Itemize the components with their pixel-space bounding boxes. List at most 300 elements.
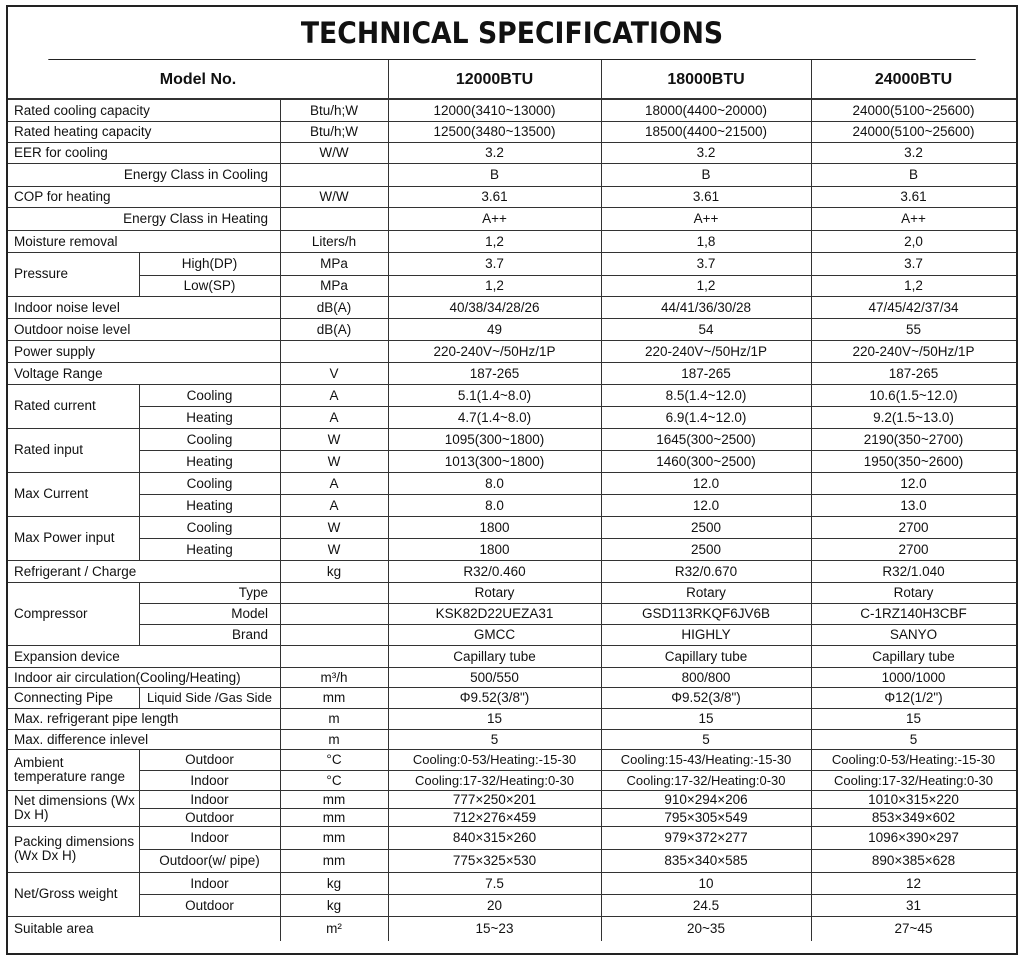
table-rule [139,849,140,872]
row-unit: A [329,475,339,491]
table-rule [280,687,281,708]
value-cell-model-2: HIGHLY [681,627,731,642]
table-rule [811,826,812,849]
row-label: Energy Class in Heating [123,211,268,226]
value-cell-model-2: 910×294×206 [664,791,748,807]
table-rule [139,252,140,275]
value-cell-model-3: Cooling:17-32/Heating:0-30 [834,772,993,788]
table-rule [601,428,602,450]
row-label: Power supply [14,343,96,359]
row-group-label: Rated current [14,398,96,413]
value-cell-model-1: Cooling:17-32/Heating:0-30 [415,772,574,788]
row-unit: Liters/h [311,233,357,249]
row-group-label: Pressure [14,266,69,281]
row-sub-label: Outdoor [185,897,234,913]
row-sub-label: Outdoor [185,752,234,767]
value-cell-model-3: Cooling:0-53/Heating:-15-30 [831,752,996,767]
table-rule [601,472,602,494]
table-rule [811,645,812,667]
table-rule [388,582,389,603]
table-rule [811,163,812,186]
table-rule [388,252,389,275]
column-header-model: Model No. [159,70,237,88]
value-cell-model-3: 1096×390×297 [868,830,959,845]
table-rule [811,428,812,450]
table-rule [811,99,812,121]
value-cell-model-1: 15 [486,711,503,726]
value-cell-model-3: 1950(350~2600) [863,453,964,469]
table-rule [811,538,812,560]
row-sub-label: Outdoor(w/ pipe) [159,853,260,868]
table-rule [139,790,140,808]
table-rule [280,849,281,872]
row-unit: dB(A) [316,299,352,315]
table-rule [811,362,812,384]
table-rule [811,894,812,916]
table-rule [280,142,281,163]
value-cell-model-2: Capillary tube [664,648,748,664]
table-rule [811,872,812,894]
table-rule [280,708,281,729]
table-rule [811,808,812,826]
table-rule [811,207,812,230]
table-rule [601,252,602,275]
table-rule [601,99,602,121]
value-cell-model-1: 15~23 [475,921,514,936]
table-rule [280,121,281,142]
value-cell-model-1: 3.2 [485,145,504,160]
table-rule [601,645,602,667]
table-rule [388,826,389,849]
table-rule [811,318,812,340]
value-cell-model-2: 795×305×549 [664,809,748,825]
row-unit: W [327,541,341,557]
row-label: Expansion device [14,648,120,664]
table-rule [811,384,812,406]
value-cell-model-2: 20~35 [687,921,725,936]
value-cell-model-2: Φ9.52(3/8") [671,690,741,705]
table-rule [280,494,281,516]
table-rule [388,687,389,708]
value-cell-model-2: B [701,167,711,182]
table-rule [388,340,389,362]
value-cell-model-1: 1,2 [485,233,504,249]
value-cell-model-1: Cooling:0-53/Heating:-15-30 [412,752,577,767]
table-rule [280,362,281,384]
table-rule [280,296,281,318]
value-cell-model-1: 777×250×201 [452,791,537,807]
table-rule [811,624,812,645]
row-unit: m [328,711,340,726]
value-cell-model-1: 1800 [479,519,510,535]
table-rule [139,450,140,472]
table-rule [388,624,389,645]
table-rule [388,163,389,186]
table-rule [601,624,602,645]
row-unit: mm [322,830,346,845]
page-title: TECHNICAL SPECIFICATIONS [48,7,975,60]
column-header-model-1: 12000BTU [455,70,534,88]
table-rule [388,406,389,428]
table-rule [280,186,281,207]
row-unit [280,163,388,186]
row-unit: A [329,409,339,425]
value-cell-model-2: 15 [698,711,714,726]
table-rule [811,708,812,729]
table-rule [388,275,389,296]
table-rule [601,808,602,826]
value-cell-model-1: B [489,167,499,182]
row-group-label: Net dimensions (Wx Dx H) [14,793,135,822]
table-rule [811,494,812,516]
row-unit: V [329,365,339,381]
table-rule [601,687,602,708]
value-cell-model-2: 3.61 [692,189,720,204]
table-rule [388,121,389,142]
row-sub-label: Cooling [186,475,233,491]
table-rule [280,450,281,472]
row-sub-label: Heating [186,453,233,469]
table-rule [139,872,140,894]
table-rule [601,849,602,872]
row-unit: MPa [320,278,348,293]
value-cell-model-3: 220-240V~/50Hz/1P [852,343,975,359]
table-rule [139,406,140,428]
row-unit: W [327,519,341,535]
table-rule [601,163,602,186]
row-unit: mm [322,853,346,868]
row-unit [280,340,388,362]
table-rule [280,384,281,406]
spec-sheet [6,5,1018,955]
table-rule [388,142,389,163]
row-unit: W/W [319,145,349,160]
table-rule [139,384,140,406]
table-rule [388,916,389,941]
table-rule [388,494,389,516]
value-cell-model-1: Φ9.52(3/8") [459,690,530,705]
table-rule [601,729,602,749]
table-rule [811,749,812,770]
row-label: Suitable area [14,921,94,936]
table-rule [139,538,140,560]
value-cell-model-1: R32/0.460 [463,563,526,579]
row-sub-label: Model [231,606,268,621]
value-cell-model-1: 1095(300~1800) [444,431,545,447]
table-rule [388,450,389,472]
table-rule [601,318,602,340]
table-rule [811,60,812,98]
table-rule [280,428,281,450]
table-rule [601,121,602,142]
value-cell-model-1: 5 [490,731,499,747]
value-cell-model-1: 1013(300~1800) [444,453,545,469]
table-rule [601,790,602,808]
value-cell-model-3: 10.6(1.5~12.0) [869,387,958,403]
table-rule [601,560,602,582]
table-rule [280,230,281,252]
value-cell-model-2: 220-240V~/50Hz/1P [645,343,767,359]
table-rule [388,428,389,450]
value-cell-model-2: 12.0 [692,497,720,513]
table-rule [388,770,389,790]
table-rule [139,687,140,708]
table-rule [388,849,389,872]
table-rule [811,729,812,749]
row-sub-label: Type [238,585,268,600]
row-sub-label: Cooling [186,519,233,535]
value-cell-model-3: 5 [909,731,918,747]
value-cell-model-2: 24.5 [692,897,720,913]
value-cell-model-3: 24000(5100~25600) [852,102,975,118]
table-rule [811,230,812,252]
table-rule [601,406,602,428]
table-rule [388,99,389,121]
row-label: Voltage Range [14,365,103,381]
table-rule [601,708,602,729]
row-unit: W [327,453,341,469]
value-cell-model-1: 12500(3480~13500) [433,124,556,139]
row-label: Rated heating capacity [14,124,152,139]
row-unit: W/W [319,189,349,204]
table-rule [811,516,812,538]
table-rule [388,186,389,207]
value-cell-model-2: Cooling:15-43/Heating:-15-30 [620,752,792,767]
row-unit: °C [326,772,342,788]
value-cell-model-1: 4.7(1.4~8.0) [457,409,532,425]
table-rule [388,708,389,729]
value-cell-model-3: Rotary [893,585,934,600]
table-rule [601,296,602,318]
value-cell-model-3: 15 [905,711,922,726]
table-rule [811,687,812,708]
row-unit: kg [326,897,342,913]
table-rule [280,318,281,340]
value-cell-model-2: 187-265 [681,365,731,381]
value-cell-model-2: 44/41/36/30/28 [660,299,752,315]
row-group-label: Compressor [14,605,88,621]
row-label: EER for cooling [14,145,108,160]
value-cell-model-2: 1,2 [696,278,716,293]
row-unit: mm [322,791,346,807]
value-cell-model-3: 12.0 [900,475,927,491]
table-rule [280,163,281,186]
row-sub-label: Cooling [186,387,233,403]
value-cell-model-2: 8.5(1.4~12.0) [665,387,747,403]
row-label: Outdoor noise level [14,321,131,337]
table-rule [139,894,140,916]
row-sub-label: Indoor [190,875,229,891]
value-cell-model-2: 3.7 [696,256,716,271]
value-cell-model-3: A++ [901,211,926,226]
table-rule [601,230,602,252]
table-rule [388,472,389,494]
table-rule [601,516,602,538]
row-label: Moisture removal [14,233,118,249]
value-cell-model-3: 1010×315×220 [868,791,959,807]
value-cell-model-2: 835×340×585 [664,853,748,868]
table-rule [811,450,812,472]
table-rule [811,121,812,142]
table-rule [280,770,281,790]
table-rule [601,362,602,384]
row-unit [280,624,388,645]
row-unit: mm [322,690,346,705]
table-rule [388,362,389,384]
row-label: Max. refrigerant pipe length [14,711,179,726]
table-rule [388,645,389,667]
table-rule [811,582,812,603]
table-rule [388,296,389,318]
table-rule [139,603,140,624]
row-group-label: Ambient temperature range [14,754,126,784]
value-cell-model-3: 13.0 [900,497,927,513]
value-cell-model-3: 2700 [898,519,929,535]
row-unit [280,207,388,230]
value-cell-model-2: 800/800 [681,669,731,685]
table-rule [280,872,281,894]
table-rule [601,916,602,941]
table-rule [388,872,389,894]
value-cell-model-1: GMCC [473,627,516,642]
value-cell-model-2: 18000(4400~20000) [645,102,767,118]
row-sub-label: Brand [231,627,268,642]
table-rule [280,894,281,916]
row-sub-label: Cooling [186,431,233,447]
row-label: Rated cooling capacity [14,102,150,118]
table-rule [139,624,140,645]
value-cell-model-1: 3.7 [485,256,504,271]
table-rule [601,603,602,624]
table-rule [280,406,281,428]
column-header-model-2: 18000BTU [667,70,745,88]
table-rule [388,603,389,624]
row-sub-label: Heating [186,497,233,513]
row-group-label: Max Current [14,486,89,501]
value-cell-model-1: 20 [486,897,503,913]
value-cell-model-3: 3.61 [900,189,927,204]
row-sub-label: Heating [186,541,233,557]
value-cell-model-3: Capillary tube [872,648,955,664]
table-rule [388,790,389,808]
table-rule [280,516,281,538]
value-cell-model-3: 24000(5100~25600) [852,124,975,139]
row-sub-label: Heating [186,409,233,425]
value-cell-model-2: 1,8 [696,233,716,249]
value-cell-model-2: 3.2 [696,145,716,160]
value-cell-model-3: 1000/1000 [881,669,946,685]
row-unit [280,582,388,603]
row-unit: MPa [320,256,348,271]
table-rule [601,340,602,362]
table-rule [280,749,281,770]
row-label: Indoor air circulation(Cooling/Heating) [14,669,241,685]
row-label: Refrigerant / Charge [14,563,137,579]
table-rule [601,582,602,603]
table-rule [811,603,812,624]
table-rule [601,872,602,894]
table-rule [601,384,602,406]
table-rule [280,207,281,230]
table-rule [388,207,389,230]
value-cell-model-3: R32/1.040 [882,563,945,579]
value-cell-model-1: 840×315×260 [452,830,537,845]
value-cell-model-1: A++ [482,211,507,226]
table-rule [139,770,140,790]
row-unit: °C [326,752,342,767]
value-cell-model-3: 12 [905,875,922,891]
table-rule [280,472,281,494]
value-cell-model-1: 712×276×459 [452,809,537,825]
table-rule [280,624,281,645]
table-rule [280,808,281,826]
table-rule [811,472,812,494]
table-rule [139,494,140,516]
table-rule [811,252,812,275]
value-cell-model-1: 1800 [479,541,510,557]
table-rule [601,770,602,790]
value-cell-model-3: B [908,167,918,182]
value-cell-model-2: A++ [693,211,719,226]
table-rule [388,60,389,98]
table-rule [139,428,140,450]
table-rule [280,560,281,582]
table-rule [388,318,389,340]
table-rule [601,894,602,916]
table-rule [388,538,389,560]
value-cell-model-1: Capillary tube [453,648,536,664]
value-cell-model-3: 187-265 [888,365,939,381]
table-rule [601,450,602,472]
value-cell-model-1: Rotary [474,585,515,600]
table-rule [280,729,281,749]
row-sub-label: Indoor [190,791,229,807]
value-cell-model-2: 979×372×277 [664,830,748,845]
table-rule [280,340,281,362]
column-header-model-3: 24000BTU [874,70,953,88]
table-rule [139,826,140,849]
row-group-label: Packing dimensions (Wx Dx H) [14,834,135,863]
value-cell-model-2: 2500 [690,541,722,557]
value-cell-model-3: 853×349×602 [871,809,956,825]
row-sub-label: Indoor [190,830,229,845]
table-rule [601,494,602,516]
table-rule [139,275,140,296]
table-rule [280,582,281,603]
table-rule [811,340,812,362]
table-rule [601,275,602,296]
row-group-label: Net/Gross weight [14,886,118,901]
table-rule [388,230,389,252]
table-rule [811,296,812,318]
value-cell-model-1: 7.5 [485,875,504,891]
row-sub-label: Outdoor [185,809,234,825]
value-cell-model-3: C-1RZ140H3CBF [860,606,967,621]
table-rule [811,790,812,808]
row-group-label: Rated input [14,442,84,457]
value-cell-model-1: 1,2 [485,278,504,293]
table-rule [388,384,389,406]
value-cell-model-2: 54 [698,321,714,337]
table-rule [388,729,389,749]
row-sub-label: Liquid Side /Gas Side [146,690,273,705]
value-cell-model-3: 890×385×628 [871,853,956,868]
row-sub-label: Low(SP) [183,278,236,293]
row-unit [280,645,388,667]
value-cell-model-1: 775×325×530 [452,853,537,868]
row-label: Max. difference inlevel [14,731,149,747]
table-rule [388,749,389,770]
